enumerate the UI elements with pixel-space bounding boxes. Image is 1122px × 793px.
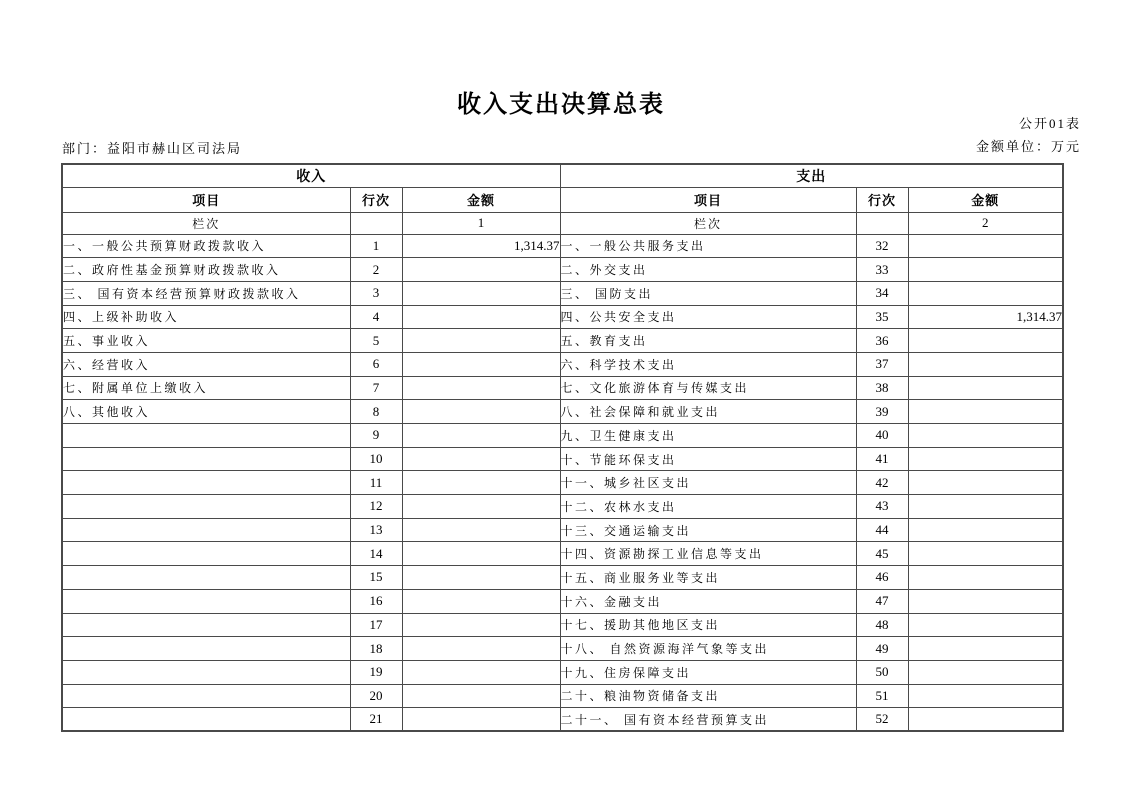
- income-amount-cell: [402, 589, 560, 613]
- expense-item-cell: 五、教育支出: [560, 329, 856, 353]
- expense-index-label: 栏次: [560, 212, 856, 234]
- income-item-cell: [62, 447, 350, 471]
- income-amount-cell: 1,314.37: [402, 234, 560, 258]
- expense-amount-cell: [908, 566, 1063, 590]
- expense-item-cell: 一、一般公共服务支出: [560, 234, 856, 258]
- expense-amount-cell: [908, 447, 1063, 471]
- expense-rowno-cell: 35: [856, 305, 908, 329]
- expense-amount-cell: [908, 471, 1063, 495]
- income-amount-cell: [402, 684, 560, 708]
- table-row: [62, 613, 1063, 637]
- income-item-header: 项目: [62, 187, 350, 212]
- doc-number-label: 公开01表: [1018, 116, 1081, 131]
- expense-item-cell: 七、文化旅游体育与传媒支出: [560, 376, 856, 400]
- income-item-cell: 四、上级补助收入: [62, 305, 350, 329]
- income-amount-cell: [402, 495, 560, 519]
- expense-rowno-cell: 46: [856, 566, 908, 590]
- expense-item-cell: 十二、农林水支出: [560, 495, 856, 519]
- expense-rowno-cell: 40: [856, 424, 908, 448]
- income-amount-cell: [402, 542, 560, 566]
- expense-item-cell: 二、外交支出: [560, 258, 856, 282]
- table-row: [62, 684, 1063, 708]
- expense-item-cell: 十七、援助其他地区支出: [560, 613, 856, 637]
- expense-amount-cell: [908, 589, 1063, 613]
- income-item-cell: [62, 708, 350, 732]
- income-rowno-cell: 18: [350, 637, 402, 661]
- expense-item-cell: 六、科学技术支出: [560, 352, 856, 376]
- expense-item-cell: 十九、住房保障支出: [560, 660, 856, 684]
- table-row: [62, 305, 1063, 329]
- expense-amount-cell: [908, 258, 1063, 282]
- income-rowno-cell: 11: [350, 471, 402, 495]
- income-amount-cell: [402, 329, 560, 353]
- expense-item-cell: 二十一、 国有资本经营预算支出: [560, 708, 856, 732]
- expense-amount-cell: [908, 495, 1063, 519]
- income-item-cell: [62, 518, 350, 542]
- expense-rowno-header: 行次: [856, 187, 908, 212]
- expense-amount-cell: [908, 542, 1063, 566]
- income-item-cell: [62, 424, 350, 448]
- expense-amount-cell: 1,314.37: [908, 305, 1063, 329]
- table-row: [62, 258, 1063, 282]
- expense-amount-cell: [908, 660, 1063, 684]
- income-amount-cell: [402, 352, 560, 376]
- income-item-cell: [62, 613, 350, 637]
- income-index-blank: [350, 212, 402, 234]
- income-amount-cell: [402, 518, 560, 542]
- column-index-row: [62, 212, 1063, 234]
- income-item-cell: 六、经营收入: [62, 352, 350, 376]
- expense-rowno-cell: 50: [856, 660, 908, 684]
- income-amount-cell: [402, 566, 560, 590]
- income-rowno-header: 行次: [350, 187, 402, 212]
- income-rowno-cell: 6: [350, 352, 402, 376]
- income-rowno-cell: 4: [350, 305, 402, 329]
- income-item-cell: 三、 国有资本经营预算财政拨款收入: [62, 281, 350, 305]
- income-item-cell: [62, 660, 350, 684]
- income-rowno-cell: 9: [350, 424, 402, 448]
- amount-unit-label: 金额单位：万元: [975, 139, 1081, 154]
- income-item-cell: 七、附属单位上缴收入: [62, 376, 350, 400]
- table-row: [62, 352, 1063, 376]
- page-title: 收入支出决算总表: [457, 91, 665, 118]
- income-rowno-cell: 1: [350, 234, 402, 258]
- income-rowno-cell: 8: [350, 400, 402, 424]
- expense-amount-cell: [908, 424, 1063, 448]
- expense-amount-cell: [908, 234, 1063, 258]
- income-amount-cell: [402, 471, 560, 495]
- expense-rowno-cell: 45: [856, 542, 908, 566]
- income-item-cell: 五、事业收入: [62, 329, 350, 353]
- income-amount-cell: [402, 305, 560, 329]
- expense-rowno-cell: 32: [856, 234, 908, 258]
- expense-item-cell: 三、 国防支出: [560, 281, 856, 305]
- table-row: [62, 376, 1063, 400]
- income-rowno-cell: 17: [350, 613, 402, 637]
- department-label: 部门：益阳市赫山区司法局: [62, 141, 243, 156]
- expense-rowno-cell: 48: [856, 613, 908, 637]
- expense-item-cell: 十一、城乡社区支出: [560, 471, 856, 495]
- expense-index-blank: [856, 212, 908, 234]
- table-row: [62, 637, 1063, 661]
- expense-item-cell: 十五、商业服务业等支出: [560, 566, 856, 590]
- income-rowno-cell: 15: [350, 566, 402, 590]
- expense-rowno-cell: 47: [856, 589, 908, 613]
- income-item-cell: 二、政府性基金预算财政拨款收入: [62, 258, 350, 282]
- table-row: [62, 234, 1063, 258]
- table-row: [62, 566, 1063, 590]
- income-index-label: 栏次: [62, 212, 350, 234]
- income-rowno-cell: 2: [350, 258, 402, 282]
- expense-item-cell: 九、卫生健康支出: [560, 424, 856, 448]
- expense-amount-cell: [908, 376, 1063, 400]
- income-rowno-cell: 14: [350, 542, 402, 566]
- expense-amount-cell: [908, 518, 1063, 542]
- income-rowno-cell: 20: [350, 684, 402, 708]
- table-row: [62, 400, 1063, 424]
- column-header-row: [62, 187, 1063, 212]
- table-row: [62, 329, 1063, 353]
- income-item-cell: 一、一般公共预算财政拨款收入: [62, 234, 350, 258]
- income-item-cell: [62, 495, 350, 519]
- expense-item-cell: 十八、 自然资源海洋气象等支出: [560, 637, 856, 661]
- income-item-cell: [62, 542, 350, 566]
- table-row: [62, 660, 1063, 684]
- income-item-cell: 八、其他收入: [62, 400, 350, 424]
- income-amount-cell: [402, 424, 560, 448]
- table-row: [62, 471, 1063, 495]
- expense-rowno-cell: 52: [856, 708, 908, 732]
- table-row: [62, 589, 1063, 613]
- income-item-cell: [62, 637, 350, 661]
- income-rowno-cell: 5: [350, 329, 402, 353]
- income-rowno-cell: 12: [350, 495, 402, 519]
- income-item-cell: [62, 684, 350, 708]
- income-amount-cell: [402, 660, 560, 684]
- income-rowno-cell: 19: [350, 660, 402, 684]
- expense-item-cell: 二十、粮油物资储备支出: [560, 684, 856, 708]
- expense-amount-cell: [908, 684, 1063, 708]
- income-section-header: 收入: [62, 164, 560, 187]
- expense-item-cell: 十、节能环保支出: [560, 447, 856, 471]
- expense-column-index: 2: [908, 212, 1063, 234]
- expense-rowno-cell: 38: [856, 376, 908, 400]
- income-amount-header: 金额: [402, 187, 560, 212]
- income-item-cell: [62, 589, 350, 613]
- income-item-cell: [62, 471, 350, 495]
- expense-item-cell: 十六、金融支出: [560, 589, 856, 613]
- income-rowno-cell: 7: [350, 376, 402, 400]
- income-rowno-cell: 10: [350, 447, 402, 471]
- table-row: [62, 708, 1063, 732]
- income-amount-cell: [402, 613, 560, 637]
- expense-amount-cell: [908, 613, 1063, 637]
- income-amount-cell: [402, 400, 560, 424]
- table-row: [62, 518, 1063, 542]
- income-rowno-cell: 13: [350, 518, 402, 542]
- income-amount-cell: [402, 376, 560, 400]
- expense-item-header: 项目: [560, 187, 856, 212]
- income-rowno-cell: 16: [350, 589, 402, 613]
- expense-amount-cell: [908, 708, 1063, 732]
- expense-rowno-cell: 33: [856, 258, 908, 282]
- table-row: [62, 281, 1063, 305]
- expense-rowno-cell: 51: [856, 684, 908, 708]
- table-row: [62, 542, 1063, 566]
- income-amount-cell: [402, 281, 560, 305]
- expense-section-header: 支出: [560, 164, 1063, 187]
- expense-item-cell: 八、社会保障和就业支出: [560, 400, 856, 424]
- income-amount-cell: [402, 708, 560, 732]
- expense-rowno-cell: 36: [856, 329, 908, 353]
- expense-rowno-cell: 37: [856, 352, 908, 376]
- section-header-row: [62, 164, 1063, 187]
- budget-summary-table: [61, 163, 1064, 732]
- expense-item-cell: 四、公共安全支出: [560, 305, 856, 329]
- expense-amount-cell: [908, 352, 1063, 376]
- expense-rowno-cell: 34: [856, 281, 908, 305]
- income-rowno-cell: 21: [350, 708, 402, 732]
- income-amount-cell: [402, 637, 560, 661]
- income-amount-cell: [402, 258, 560, 282]
- expense-item-cell: 十三、交通运输支出: [560, 518, 856, 542]
- income-item-cell: [62, 566, 350, 590]
- expense-amount-cell: [908, 637, 1063, 661]
- expense-rowno-cell: 42: [856, 471, 908, 495]
- table-row: [62, 495, 1063, 519]
- table-row: [62, 447, 1063, 471]
- income-rowno-cell: 3: [350, 281, 402, 305]
- expense-rowno-cell: 41: [856, 447, 908, 471]
- expense-rowno-cell: 49: [856, 637, 908, 661]
- income-column-index: 1: [402, 212, 560, 234]
- expense-amount-cell: [908, 329, 1063, 353]
- table-body: [62, 164, 1063, 731]
- expense-amount-cell: [908, 281, 1063, 305]
- expense-rowno-cell: 39: [856, 400, 908, 424]
- expense-item-cell: 十四、资源勘探工业信息等支出: [560, 542, 856, 566]
- income-amount-cell: [402, 447, 560, 471]
- expense-rowno-cell: 44: [856, 518, 908, 542]
- expense-rowno-cell: 43: [856, 495, 908, 519]
- expense-amount-header: 金额: [908, 187, 1063, 212]
- expense-amount-cell: [908, 400, 1063, 424]
- table-row: [62, 424, 1063, 448]
